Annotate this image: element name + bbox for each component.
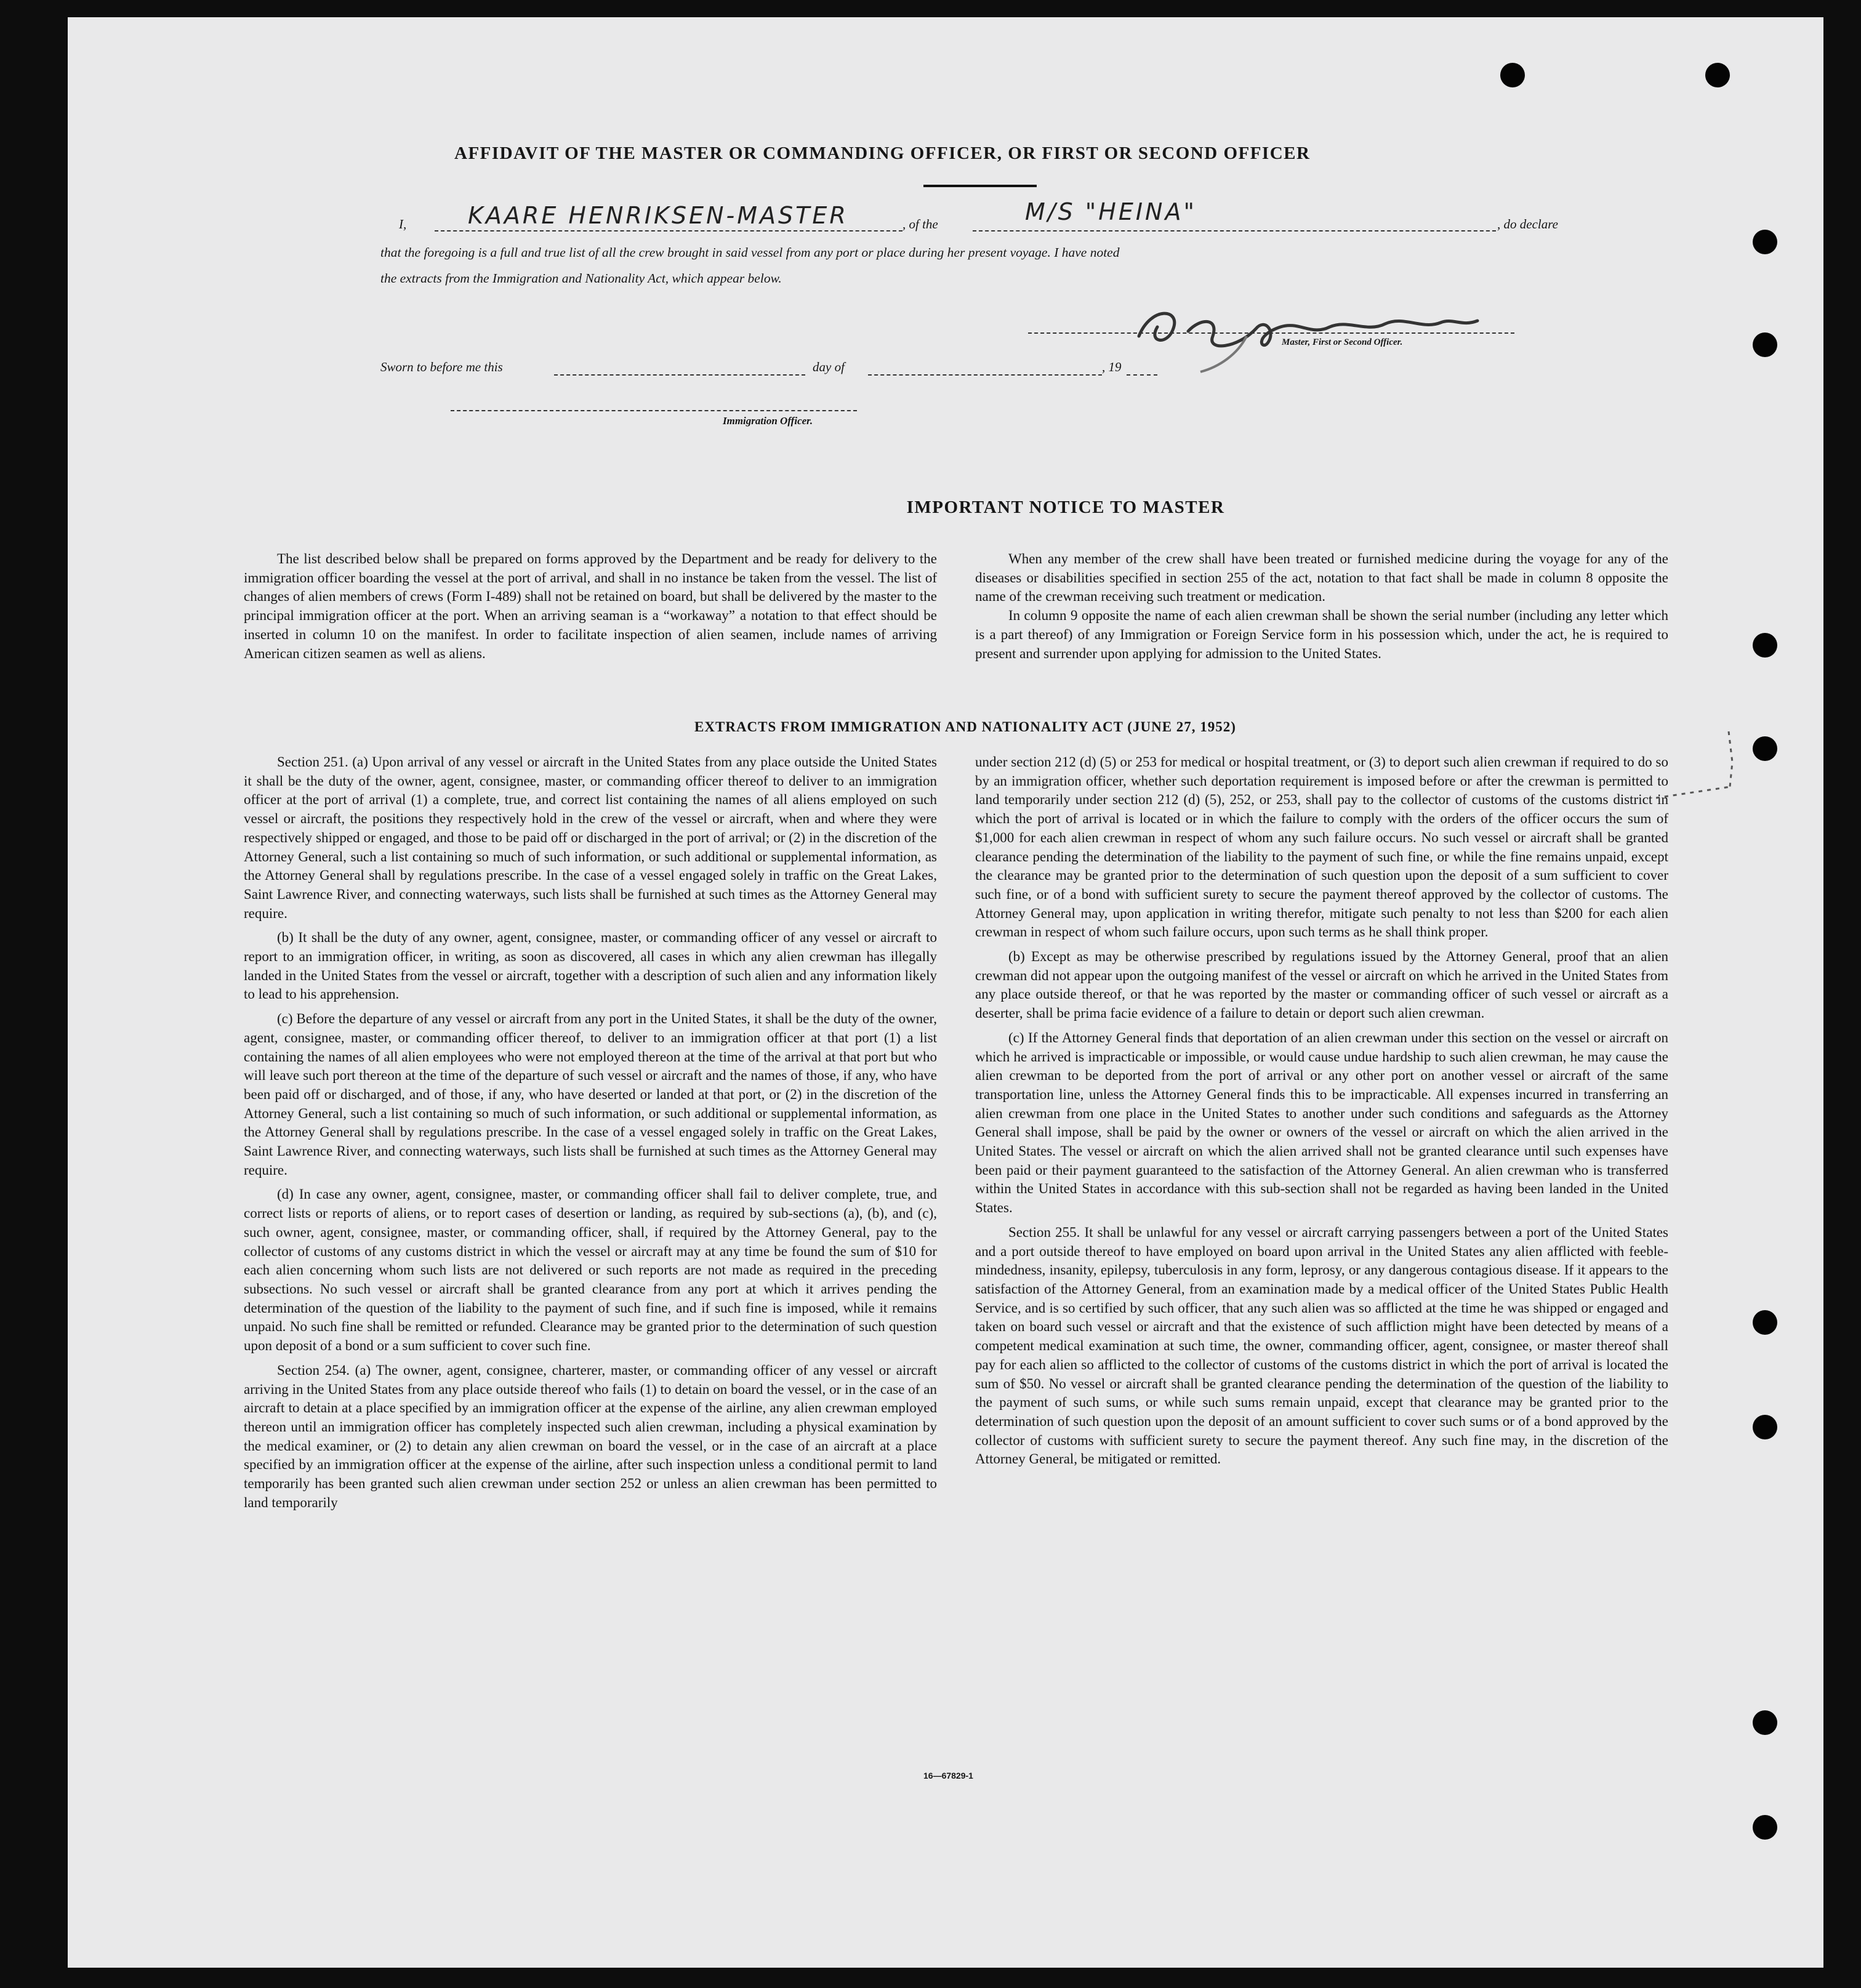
- punch-hole-icon: [1753, 332, 1777, 357]
- extracts-title: EXTRACTS FROM IMMIGRATION AND NATIONALITY ACT (JUNE 27, 1952): [694, 719, 1236, 734]
- officer-caption: Immigration Officer.: [723, 415, 813, 427]
- vessel-line: [973, 230, 1496, 231]
- punch-hole-icon: [1753, 230, 1777, 254]
- extracts-right-column: [975, 753, 1668, 1475]
- punch-hole-icon: [1500, 63, 1525, 87]
- section-251-c: (c) Before the departure of any vessel or aircraft from any port in the United States, it shall be the duty of the owner, agent, consignee, master, or commanding officer thereof, to deliver to an immigration officer at that port (1) a list containing the names of all alien employees who were not employed thereon at the time of the arrival at that port but who will leave such port thereon at the time of the departure of such vessel or aircraft and the names of those, if any, who have been paid off or discharged, and of those, if any, who have deserted or landed at that port, or (2) in the discretion of the Attorney General, such a list containing so much of such information, or such additional or supplemental information, as the Attorney General shall by regulations prescribe. In the case of a vessel engaged solely in traffic on the Great Lakes, Saint Lawrence River, and connecting waterways, such lists shall be furnished at such times as the Attorney General may require.: [244, 1011, 937, 1178]
- punch-hole-icon: [1753, 1310, 1777, 1335]
- declaration-line-2: the extracts from the Immigration and Nationality Act, which appear below.: [380, 271, 782, 286]
- notice-left-paragraph: The list described below shall be prepared on forms approved by the Department and be ready for delivery to the immigration officer boarding the vessel at the port of arrival, and shall in no instance be taken from the vessel. The list of changes of alien members of crews (Form I-489) shall not be retained on board, but shall be delivered by the master to the principal immigration officer at the port. When an arriving seaman is a “workaway” a notation to that effect should be inserted in column 10 on the manifest. In order to facilitate inspection of alien seamen, include names of arriving American citizen seamen as well as aliens.: [244, 551, 937, 661]
- notice-right-paragraph-2: In column 9 opposite the name of each alien crewman shall be shown the serial number (including any letter which is a part thereof) of any Immigration or Foreign Service form in his possession which, under the act, he is required to present and surrender upon applying for admission to the United States.: [975, 608, 1668, 661]
- punch-hole-icon: [1753, 1710, 1777, 1735]
- punch-hole-icon: [1753, 736, 1777, 761]
- year-label: , 19: [1102, 360, 1122, 374]
- pen-mark: [1656, 725, 1742, 824]
- officer-line: [451, 410, 857, 411]
- notice-right-column: [975, 550, 1668, 669]
- form-code: 16—67829-1: [923, 1771, 973, 1781]
- affidavit-title: AFFIDAVIT OF THE MASTER OR COMMANDING OFFICER, OR FIRST OR SECOND OFFICER: [454, 143, 1311, 163]
- section-254-a-continued: under section 212 (d) (5) or 253 for medical or hospital treatment, or (3) to deport such alien crewman if required to do so by an immigration officer, whether such deportation requirement is imposed before or after the crewman is permitted to land temporarily under section 212 (d) (5), 252, or 253, shall pay to the collector of customs of the customs district in which the port of arrival is located or in which the failure to comply with the orders of the officer occurs the sum of $1,000 for each alien crewman in respect of whom any such failure occurs. No such vessel or aircraft shall be granted clearance pending the determination of the liability to the payment of such fine, or while the fine remains unpaid, except the clearance may be granted prior to the determination of such question upon the deposit of a sum sufficient to cover such fine, or of a bond with sufficient surety to secure the payment thereof approved by the collector of customs. The Attorney General may, upon application in writing therefor, mitigate such penalty to not less than $200 for each alien crewman in respect of whom such failure occurs, upon such terms as he shall think proper.: [975, 754, 1668, 940]
- title-rule: [923, 185, 1037, 187]
- master-name-handwritten: KAARE HENRIKSEN-MASTER: [468, 202, 848, 229]
- punch-hole-icon: [1753, 1815, 1777, 1840]
- do-declare-label: , do declare: [1497, 217, 1558, 231]
- of-the-label: , of the: [902, 217, 938, 231]
- section-251-a: Section 251. (a) Upon arrival of any vessel or aircraft in the United States from any place outside the United States it shall be the duty of the owner, agent, consignee, master, or commanding officer thereof to deliver to an immigration officer at the port of arrival (1) a complete, true, and correct list containing the names of all aliens employed on such vessel or aircraft, the positions they respectively hold in the crew of the vessel or aircraft, when and where they were respectively shipped or engaged, and those to be paid off or discharged in the port of arrival; or (2) in the discretion of the Attorney General, such a list containing so much of such information, or such additional or supplemental information, as the Attorney General shall by regulations prescribe. In the case of a vessel engaged solely in traffic on the Great Lakes, Saint Lawrence River, and connecting waterways, such lists shall be furnished at such times as the Attorney General may require.: [244, 754, 937, 921]
- name-line: [435, 230, 902, 231]
- sworn-label: Sworn to before me this: [380, 360, 503, 374]
- extracts-left-column: [244, 753, 937, 1518]
- i-label: I,: [399, 217, 407, 231]
- section-254-a: Section 254. (a) The owner, agent, consignee, charterer, master, or commanding officer of any vessel or aircraft arriving in the United States from any place outside thereof who fails (1) to detain on board the vessel, or in the case of an aircraft to detain at a place specified by an immigration officer at the expense of the airline, any alien crewman employed thereon until an immigration officer has completely inspected such alien crewman, including a physical examination by the medical examiner, or (2) to detain any alien crewman on board the vessel, or in the case of an aircraft at a place specified by an immigration officer at the expense of the airline, after such inspection unless a conditional permit to land temporarily has been granted such alien crewman under section 252 or unless an alien crewman has been permitted to land temporarily: [244, 1362, 937, 1510]
- signature-line: [1028, 332, 1514, 334]
- notice-left-column: [244, 550, 937, 669]
- notice-right-paragraph-1: When any member of the crew shall have been treated or furnished medicine during the voyage for any of the diseases or disabilities specified in section 255 of the act, notation to that fact shall be made in column 8 opposite the name of the crewman receiving such treatment or medication.: [975, 551, 1668, 605]
- sworn-day-line: [554, 374, 805, 376]
- declaration-line-1: that the foregoing is a full and true list of all the crew brought in said vessel from any port or place during her present voyage. I have noted: [380, 245, 1120, 260]
- document-page: [68, 17, 1823, 1968]
- punch-hole-icon: [1753, 1415, 1777, 1439]
- sworn-year-line: [1127, 374, 1157, 376]
- sworn-month-line: [868, 374, 1102, 376]
- section-251-d: (d) In case any owner, agent, consignee, master, or commanding officer shall fail to deliver complete, true, and correct lists or reports of aliens, or to report cases of desertion or landing, as required by sub-sections (a), (b), and (c), such owner, agent, consignee, master, or commanding officer, shall, if required by the Attorney General, pay to the collector of customs of any customs district in which the vessel or aircraft may at any time be found the sum of $10 for each alien concerning whom such lists are not delivered or such reports are not made as required in the preceding subsections. No such vessel or aircraft shall be granted clearance from any port at which it arrives pending the determination of the question of the liability to the payment of such fine, and if such fine is imposed, while it remains unpaid. No such fine shall be remitted or refunded. Clearance may be granted prior to the determination of such question upon deposit of a bond or a sum sufficient to cover such fine.: [244, 1186, 937, 1354]
- section-254-c: (c) If the Attorney General finds that deportation of an alien crewman under this section on the vessel or aircraft on which he arrived is impracticable or impossible, or would cause undue hardship to such alien crewman, he may cause the alien crewman to be deported from the port of arrival or any other port on another vessel or aircraft of the same transportation line, unless the Attorney General finds this to be impracticable. All expenses incurred in transferring an alien crewman from one place in the United States to another under such conditions and safeguards as the Attorney General shall impose, shall be paid by the owner or owners of the vessel or aircraft on which the alien arrived in the United States. The vessel or aircraft on which the alien arrived shall not be granted clearance until such expenses have been paid or their payment guaranteed to the satisfaction of the Attorney General. An alien crewman who is transferred within the United States in accordance with this sub-section shall not be regarded as having been landed in the United States.: [975, 1029, 1668, 1216]
- section-255: Section 255. It shall be unlawful for any vessel or aircraft carrying passengers between a port of the United States and a port outside thereof to have employed on board upon arrival in the United States any alien afflicted with feeble-mindedness, insanity, epilepsy, tuberculosis in any form, leprosy, or any dangerous contagious disease. If it appears to the satisfaction of the Attorney General, from an examination made by a medical officer of the United States Public Health Service, and is so certified by such officer, that any such alien was so afflicted at the time he was shipped or engaged and taken on board such vessel or aircraft and that the existence of such affliction might have been detected by means of a competent medical examination at such time, the owner, commanding officer, agent, consignee, or master thereof shall pay for each alien so afflicted to the collector of customs of the customs district in which the port of arrival is located the sum of $50. No vessel or aircraft shall be granted clearance pending the determination of the question of the liability to the payment of such sums, or while such sums remain unpaid, except that clearance may be granted prior to the determination of such question upon the deposit of an amount sufficient to cover such sums or of a bond approved by the collector of customs with sufficient surety to secure the payment thereof. Any such fine may, in the discretion of the Attorney General, be mitigated or remitted.: [975, 1224, 1668, 1467]
- signature-caption: Master, First or Second Officer.: [1282, 337, 1403, 347]
- day-of-label: day of: [813, 360, 845, 374]
- vessel-name-handwritten: M/S "HEINA": [1025, 198, 1197, 225]
- punch-hole-icon: [1705, 63, 1730, 87]
- punch-hole-icon: [1753, 633, 1777, 658]
- section-251-b: (b) It shall be the duty of any owner, agent, consignee, master, or commanding officer of any vessel or aircraft to report to an immigration officer, in writing, as soon as discovered, all cases in which any alien crewman has illegally landed in the United States from the vessel or aircraft, together with a description of such alien and any information likely to lead to his apprehension.: [244, 930, 937, 1002]
- notice-title: IMPORTANT NOTICE TO MASTER: [906, 497, 1225, 517]
- section-254-b: (b) Except as may be otherwise prescribed by regulations issued by the Attorney General, proof that an alien crewman did not appear upon the outgoing manifest of the vessel or aircraft on which he arrived in the United States from any place outside thereof, or that he was reported by the master or commanding officer of such vessel or aircraft as a deserter, shall be prima facie evidence of a failure to detain or deport such alien crewman.: [975, 949, 1668, 1021]
